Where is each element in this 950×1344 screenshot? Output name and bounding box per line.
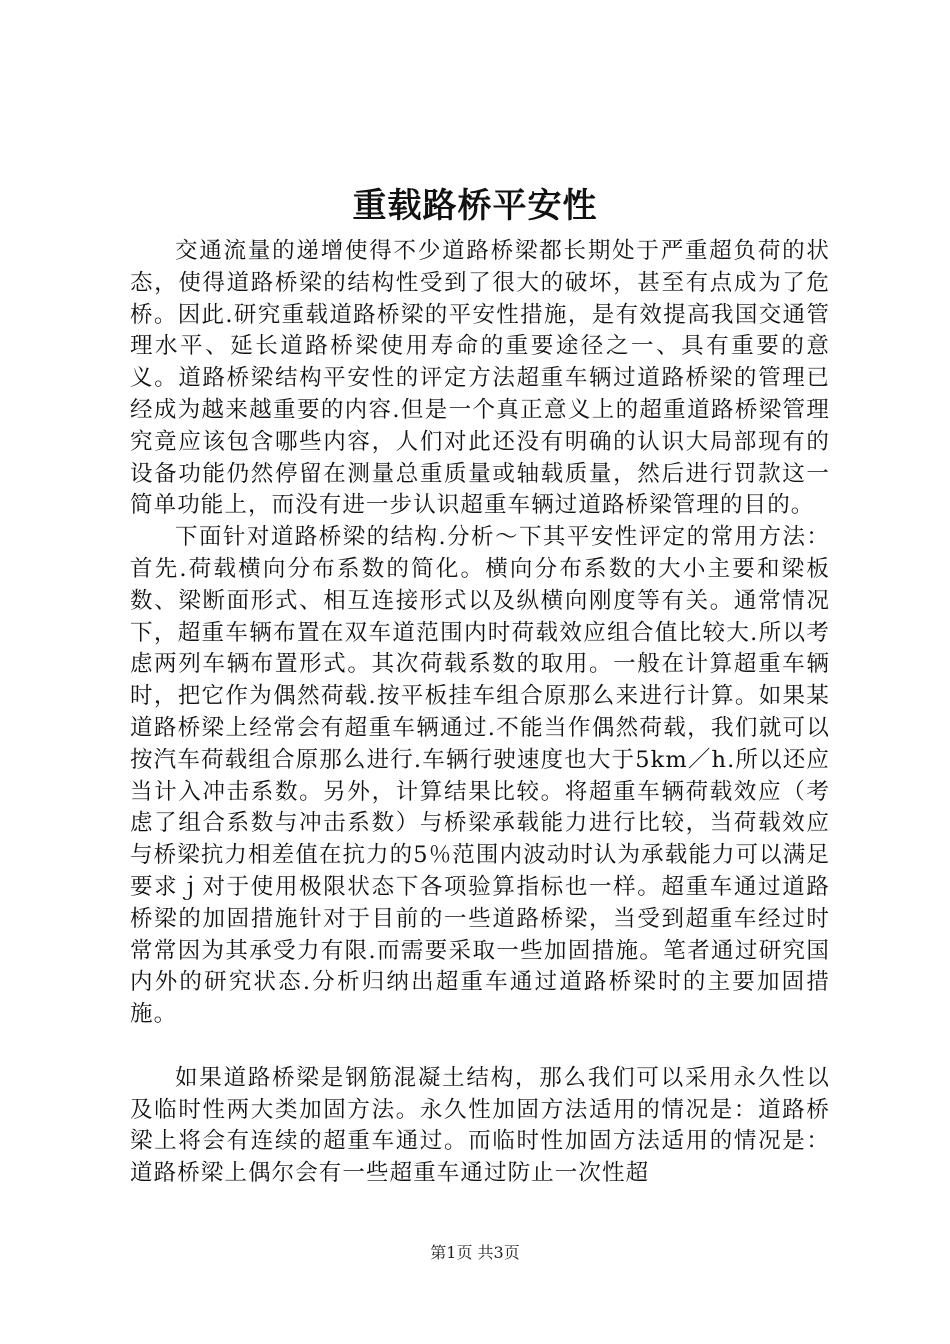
- document-body: [130, 236, 830, 1190]
- page-number-footer: 第1页 共3页: [430, 1243, 520, 1262]
- document-title: 重载路桥平安性: [352, 186, 598, 226]
- paragraph-2: 下面针对道路桥梁的结构.分析～下其平安性评定的常用方法：首先.荷载横向分布系数的简化。横向分布系数的大小主要和梁板数、梁断面形式、相互连接形式以及纵横向刚度等有关。通常情况下，超重车辆布置在双车道范围内时荷载效应组合值比较大.所以考虑两列车辆布置形式。其次荷载系数的取用。一般在计算超重车辆时，把它作为偶然荷载.按平板挂车组合原那么来进行计算。如果某道路桥梁上经常会有超重车辆通过.不能当作偶然荷载，我们就可以按汽车荷载组合原那么进行.车辆行驶速度也大于5km／h.所以还应当计入冲击系数。另外，计算结果比较。将超重车辆荷载效应（考虑了组合系数与冲击系数）与桥梁承载能力进行比较，当荷载效应与桥梁抗力相差值在抗力的5％范围内波动时认为承载能力可以满足要求ｊ对于使用极限状态下各项验算指标也一样。超重车通过道路桥梁的加固措施针对于目前的一些道路桥梁，当受到超重车经过时常常因为其承受力有限.而需要采取一些加固措施。笔者通过研究国内外的研究状态.分析归纳出超重车通过道路桥梁时的主要加固措施。: [130, 524, 830, 1028]
- paragraph-1: 交通流量的递增使得不少道路桥梁都长期处于严重超负荷的状态，使得道路桥梁的结构性受到了很大的破坏，甚至有点成为了危桥。因此.研究重载道路桥梁的平安性措施，是有效提高我国交通管理水平、延长道路桥梁使用寿命的重要途径之一、具有重要的意义。道路桥梁结构平安性的评定方法超重车辆过道路桥梁的管理已经成为越来越重要的内容.但是一个真正意义上的超重道路桥梁管理究竟应该包含哪些内容，人们对此还没有明确的认识大局部现有的设备功能仍然停留在测量总重质量或轴载质量，然后进行罚款这一简单功能上，而没有进一步认识超重车辆过道路桥梁管理的目的。: [130, 238, 830, 519]
- paragraph-3: 如果道路桥梁是钢筋混凝土结构，那么我们可以采用永久性以及临时性两大类加固方法。永久性加固方法适用的情况是：道路桥梁上将会有连续的超重车通过。而临时性加固方法适用的情况是：道路桥梁上偶尔会有一些超重车通过防止一次性超: [130, 1064, 830, 1187]
